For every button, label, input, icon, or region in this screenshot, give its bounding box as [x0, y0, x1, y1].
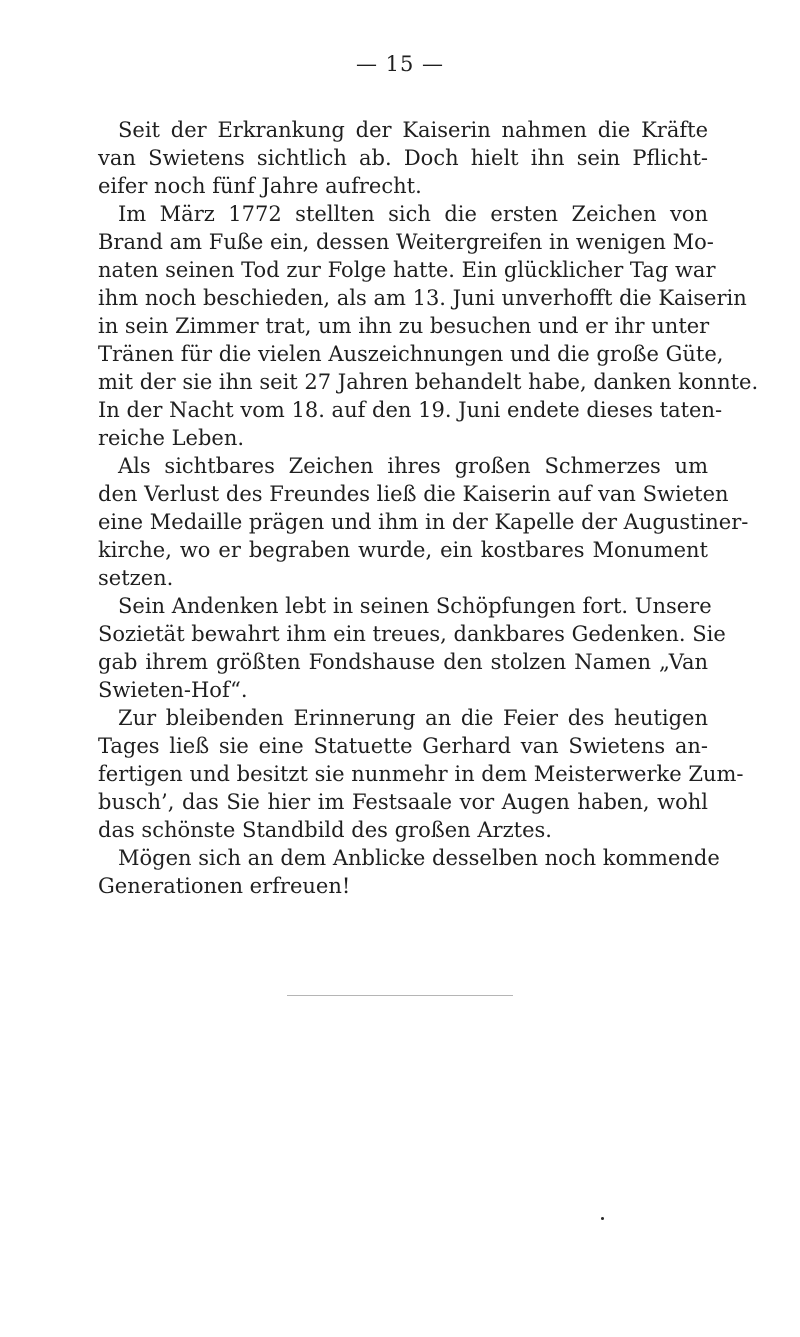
text-line: Tränen für die vielen Auszeichnungen und die große Güte, — [98, 342, 724, 366]
text-line: Tages ließ sie eine Statuette Gerhard van Swietens an- — [98, 734, 708, 758]
text-line: fertigen und besitzt sie nunmehr in dem Meisterwerke Zum- — [98, 762, 744, 786]
text-line: Seit der Erkrankung der Kaiserin nahmen die Kräfte — [118, 118, 708, 142]
text-line: Zur bleibenden Erinnerung an die Feier des heutigen — [118, 706, 708, 730]
paragraph — [98, 200, 759, 452]
text-line: naten seinen Tod zur Folge hatte. Ein glücklicher Tag war — [98, 258, 716, 282]
text-line: Im März 1772 stellten sich die ersten Zeichen von — [118, 202, 708, 226]
text-line: Mögen sich an dem Anblicke desselben noch kommende — [118, 846, 720, 870]
text-line: Brand am Fuße ein, dessen Weitergreifen in wenigen Mo- — [98, 230, 714, 254]
text-line: van Swietens sichtlich ab. Doch hielt ihn sein Pflicht- — [98, 146, 708, 170]
paragraph — [98, 452, 749, 592]
text-line: busch’, das Sie hier im Festsaale vor Augen haben, wohl — [98, 790, 708, 814]
text-line: Als sichtbares Zeichen ihres großen Schmerzes um — [118, 454, 708, 478]
paragraph — [98, 592, 726, 704]
text-line: Generationen erfreuen! — [98, 874, 351, 898]
paragraph — [98, 704, 744, 844]
text-line: mit der sie ihn seit 27 Jahren behandelt habe, danken konnte. — [98, 370, 759, 394]
text-line: eine Medaille prägen und ihm in der Kapelle der Augustiner- — [98, 510, 749, 534]
text-line: eifer noch fünf Jahre aufrecht. — [98, 174, 422, 198]
text-line: Swieten-Hof“. — [98, 678, 248, 702]
paragraph — [98, 116, 708, 200]
text-line: Sein Andenken lebt in seinen Schöpfungen fort. Unsere — [118, 594, 712, 618]
text-line: das schönste Standbild des großen Arztes. — [98, 818, 552, 842]
body-text — [98, 116, 759, 900]
paragraph — [98, 844, 720, 900]
end-rule — [287, 995, 513, 996]
text-line: setzen. — [98, 566, 174, 590]
text-line: ihm noch beschieden, als am 13. Juni unverhofft die Kaiserin — [98, 286, 747, 310]
text-line: Sozietät bewahrt ihm ein treues, dankbares Gedenken. Sie — [98, 622, 726, 646]
print-speck — [601, 1217, 604, 1220]
text-line: reiche Leben. — [98, 426, 245, 450]
page-number: — 15 — — [355, 52, 445, 76]
text-line: gab ihrem größten Fondshause den stolzen Namen „Van — [98, 650, 708, 674]
text-line: kirche, wo er begraben wurde, ein kostbares Monument — [98, 538, 708, 562]
text-line: den Verlust des Freundes ließ die Kaiserin auf van Swieten — [98, 482, 729, 506]
text-line: In der Nacht vom 18. auf den 19. Juni endete dieses taten- — [98, 398, 723, 422]
text-line: in sein Zimmer trat, um ihn zu besuchen und er ihr unter — [98, 314, 710, 338]
